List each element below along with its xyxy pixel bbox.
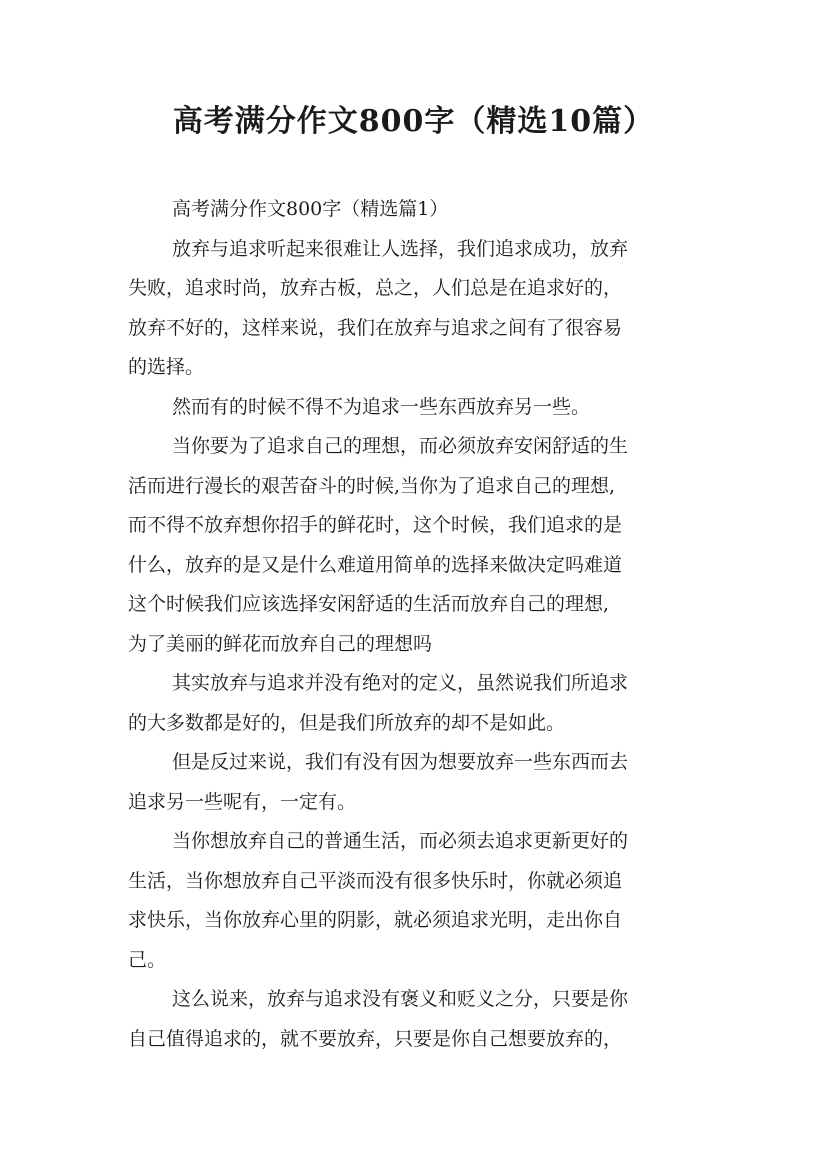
paragraph-line: 自己值得追求的，就不要放弃，只要是你自己想要放弃的， <box>128 1027 623 1050</box>
paragraph-line: 生活，当你想放弃自己平淡而没有很多快乐时，你就必须追 <box>128 869 623 892</box>
paragraph-line: 当你要为了追求自己的理想，而必须放弃安闲舒适的生 <box>172 435 629 457</box>
section-heading: 高考满分作文800字（精选篇1） <box>172 198 449 220</box>
paragraph-line: 活而进行漫长的艰苦奋斗的时候,当你为了追求自己的理想, <box>128 474 616 497</box>
paragraph-line: 什么，放弃的是又是什么难道用简单的选择来做决定吗难道 <box>128 553 623 576</box>
document-title: 高考满分作文800字（精选10篇） <box>172 104 655 139</box>
paragraph-line: 追求另一些呢有，一定有。 <box>128 790 357 813</box>
paragraph-line: 的大多数都是好的，但是我们所放弃的却不是如此。 <box>128 711 566 734</box>
document-body <box>128 190 700 1059</box>
paragraph-line: 这么说来，放弃与追求没有褒义和贬义之分，只要是你 <box>172 988 629 1010</box>
paragraph-line: 这个时候我们应该选择安闲舒适的生活而放弃自己的理想, <box>128 593 610 615</box>
paragraph-line: 放弃与追求听起来很难让人选择，我们追求成功，放弃 <box>172 237 629 260</box>
paragraph-line: 然而有的时候不得不为追求一些东西放弃另一些。 <box>172 395 591 418</box>
paragraph-line: 己。 <box>128 948 167 971</box>
paragraph-line: 当你想放弃自己的普通生活，而必须去追求更新更好的 <box>172 830 629 852</box>
paragraph-line: 放弃不好的，这样来说，我们在放弃与追求之间有了很容易 <box>128 316 623 339</box>
paragraph-line: 而不得不放弃想你招手的鲜花时，这个时候，我们追求的是 <box>128 514 623 536</box>
paragraph-line: 但是反过来说，我们有没有因为想要放弃一些东西而去 <box>172 751 629 773</box>
paragraph-line: 求快乐，当你放弃心里的阴影，就必须追求光明，走出你自 <box>128 909 623 931</box>
paragraph-line: 其实放弃与追求并没有绝对的定义，虽然说我们所追求 <box>172 672 629 694</box>
paragraph-line: 的选择。 <box>128 356 205 378</box>
paragraph-line: 失败，追求时尚，放弃古板，总之，人们总是在追求好的， <box>128 277 623 299</box>
paragraph-line: 为了美丽的鲜花而放弃自己的理想吗 <box>128 632 433 655</box>
